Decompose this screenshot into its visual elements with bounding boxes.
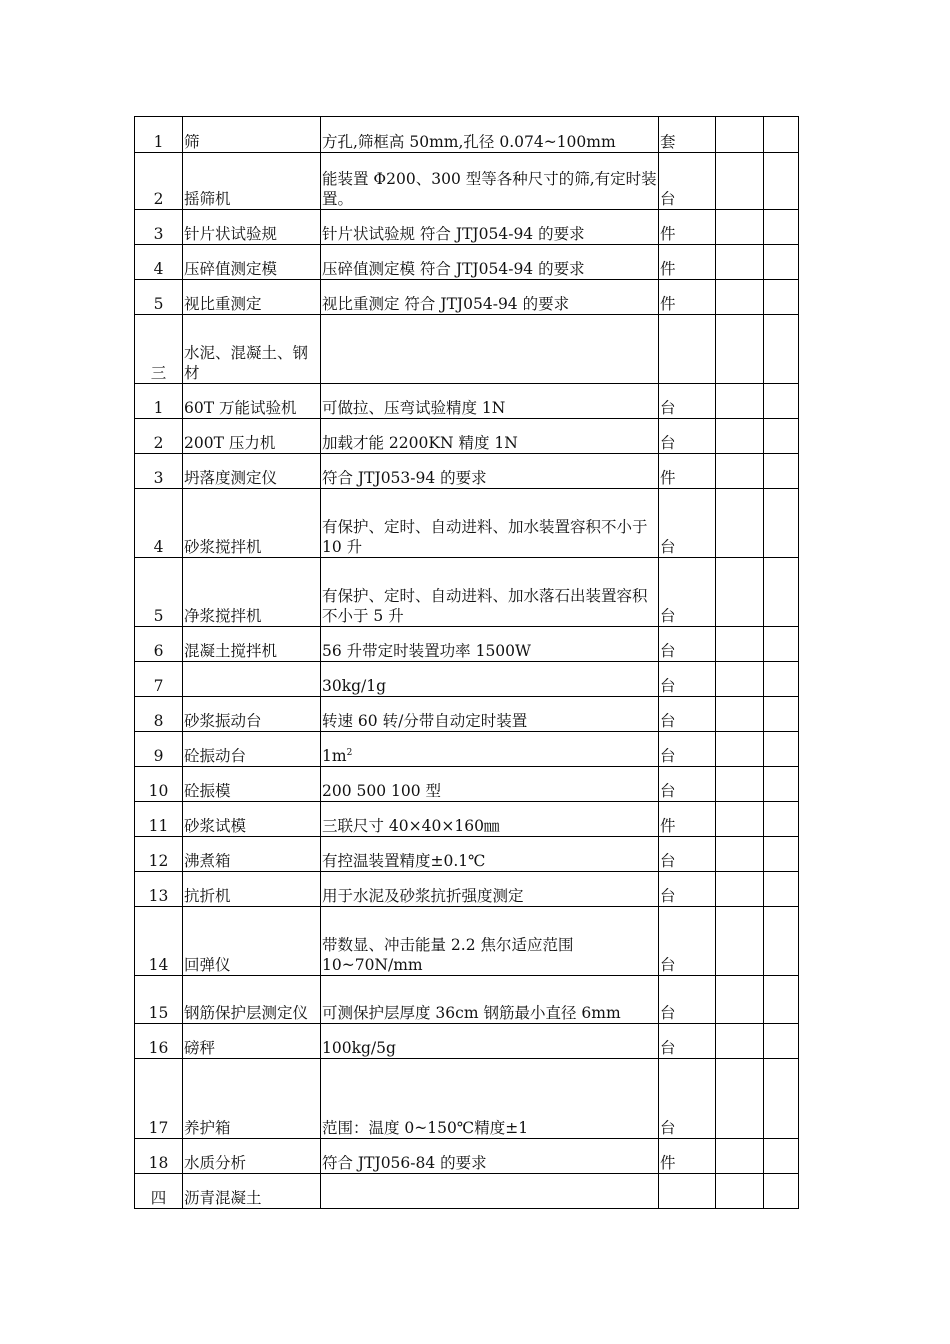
remark-cell bbox=[764, 627, 799, 662]
item-unit: 件 bbox=[659, 245, 716, 280]
item-name: 养护箱 bbox=[183, 1059, 321, 1139]
remark-cell bbox=[764, 117, 799, 153]
row-number: 2 bbox=[135, 419, 183, 454]
item-name: 砼振模 bbox=[183, 767, 321, 802]
quantity-cell bbox=[716, 280, 764, 315]
item-spec: 范围：温度 0~150℃精度±1 bbox=[321, 1059, 659, 1139]
quantity-cell bbox=[716, 489, 764, 558]
remark-cell bbox=[764, 153, 799, 210]
remark-cell bbox=[764, 1059, 799, 1139]
item-spec: 有保护、定时、自动进料、加水落石出装置容积不小于 5 升 bbox=[321, 558, 659, 627]
table-row bbox=[135, 280, 799, 315]
quantity-cell bbox=[716, 697, 764, 732]
table-row bbox=[135, 837, 799, 872]
quantity-cell bbox=[716, 837, 764, 872]
table-row bbox=[135, 558, 799, 627]
remark-cell bbox=[764, 837, 799, 872]
item-spec: 有保护、定时、自动进料、加水装置容积不小于 10 升 bbox=[321, 489, 659, 558]
table-row bbox=[135, 1139, 799, 1174]
item-name: 200T 压力机 bbox=[183, 419, 321, 454]
item-unit: 台 bbox=[659, 384, 716, 419]
quantity-cell bbox=[716, 1174, 764, 1209]
item-unit: 件 bbox=[659, 280, 716, 315]
row-number: 3 bbox=[135, 454, 183, 489]
item-unit: 台 bbox=[659, 976, 716, 1024]
row-number: 14 bbox=[135, 907, 183, 976]
item-spec: 用于水泥及砂浆抗折强度测定 bbox=[321, 872, 659, 907]
item-name: 砂浆试模 bbox=[183, 802, 321, 837]
remark-cell bbox=[764, 454, 799, 489]
table-row bbox=[135, 767, 799, 802]
row-number: 16 bbox=[135, 1024, 183, 1059]
table-row bbox=[135, 419, 799, 454]
remark-cell bbox=[764, 732, 799, 767]
remark-cell bbox=[764, 907, 799, 976]
quantity-cell bbox=[716, 767, 764, 802]
table-row bbox=[135, 117, 799, 153]
item-name: 磅秤 bbox=[183, 1024, 321, 1059]
item-unit: 台 bbox=[659, 732, 716, 767]
table-row bbox=[135, 1024, 799, 1059]
item-name: 砼振动台 bbox=[183, 732, 321, 767]
row-number: 7 bbox=[135, 662, 183, 697]
row-number: 6 bbox=[135, 627, 183, 662]
item-name: 沸煮箱 bbox=[183, 837, 321, 872]
spec-value: 1m bbox=[322, 747, 347, 765]
quantity-cell bbox=[716, 872, 764, 907]
item-name: 视比重测定 bbox=[183, 280, 321, 315]
remark-cell bbox=[764, 662, 799, 697]
item-name: 回弹仪 bbox=[183, 907, 321, 976]
item-unit bbox=[659, 1174, 716, 1209]
row-number: 4 bbox=[135, 245, 183, 280]
item-name: 摇筛机 bbox=[183, 153, 321, 210]
item-spec: 符合 JTJ056-84 的要求 bbox=[321, 1139, 659, 1174]
row-number: 1 bbox=[135, 117, 183, 153]
item-unit: 台 bbox=[659, 907, 716, 976]
table-row bbox=[135, 697, 799, 732]
item-spec: 100kg/5g bbox=[321, 1024, 659, 1059]
item-spec: 符合 JTJ053-94 的要求 bbox=[321, 454, 659, 489]
quantity-cell bbox=[716, 802, 764, 837]
table-row bbox=[135, 1059, 799, 1139]
remark-cell bbox=[764, 419, 799, 454]
item-spec: 可做拉、压弯试验精度 1N bbox=[321, 384, 659, 419]
remark-cell bbox=[764, 384, 799, 419]
table-row bbox=[135, 245, 799, 280]
item-unit: 台 bbox=[659, 558, 716, 627]
spec-superscript: 2 bbox=[346, 747, 353, 758]
table-row bbox=[135, 872, 799, 907]
remark-cell bbox=[764, 558, 799, 627]
item-name: 砂浆搅拌机 bbox=[183, 489, 321, 558]
row-number: 15 bbox=[135, 976, 183, 1024]
row-number: 8 bbox=[135, 697, 183, 732]
item-unit: 台 bbox=[659, 662, 716, 697]
item-spec: 有控温装置精度±0.1℃ bbox=[321, 837, 659, 872]
item-name: 坍落度测定仪 bbox=[183, 454, 321, 489]
item-name: 压碎值测定模 bbox=[183, 245, 321, 280]
item-unit: 件 bbox=[659, 1139, 716, 1174]
item-spec bbox=[321, 1174, 659, 1209]
row-number: 11 bbox=[135, 802, 183, 837]
item-name bbox=[183, 662, 321, 697]
row-number: 18 bbox=[135, 1139, 183, 1174]
remark-cell bbox=[764, 245, 799, 280]
remark-cell bbox=[764, 976, 799, 1024]
item-unit: 套 bbox=[659, 117, 716, 153]
item-unit: 台 bbox=[659, 1024, 716, 1059]
item-spec: 加载才能 2200KN 精度 1N bbox=[321, 419, 659, 454]
quantity-cell bbox=[716, 907, 764, 976]
table-row bbox=[135, 210, 799, 245]
remark-cell bbox=[764, 872, 799, 907]
table-row bbox=[135, 153, 799, 210]
table-row bbox=[135, 907, 799, 976]
item-name: 水质分析 bbox=[183, 1139, 321, 1174]
table-row bbox=[135, 976, 799, 1024]
remark-cell bbox=[764, 1139, 799, 1174]
quantity-cell bbox=[716, 976, 764, 1024]
item-name: 60T 万能试验机 bbox=[183, 384, 321, 419]
remark-cell bbox=[764, 489, 799, 558]
remark-cell bbox=[764, 315, 799, 384]
remark-cell bbox=[764, 280, 799, 315]
section-title: 沥青混凝土 bbox=[183, 1174, 321, 1209]
remark-cell bbox=[764, 802, 799, 837]
item-spec: 可测保护层厚度 36cm 钢筋最小直径 6mm bbox=[321, 976, 659, 1024]
table-row bbox=[135, 454, 799, 489]
item-unit: 台 bbox=[659, 489, 716, 558]
item-unit: 件 bbox=[659, 210, 716, 245]
item-spec: 视比重测定 符合 JTJ054-94 的要求 bbox=[321, 280, 659, 315]
remark-cell bbox=[764, 1024, 799, 1059]
quantity-cell bbox=[716, 454, 764, 489]
item-unit: 台 bbox=[659, 153, 716, 210]
item-spec: 压碎值测定模 符合 JTJ054-94 的要求 bbox=[321, 245, 659, 280]
item-spec: 200 500 100 型 bbox=[321, 767, 659, 802]
section-row bbox=[135, 315, 799, 384]
table-row bbox=[135, 802, 799, 837]
item-spec: 56 升带定时装置功率 1500W bbox=[321, 627, 659, 662]
quantity-cell bbox=[716, 419, 764, 454]
row-number: 17 bbox=[135, 1059, 183, 1139]
item-name: 净浆搅拌机 bbox=[183, 558, 321, 627]
section-row bbox=[135, 1174, 799, 1209]
item-name: 砂浆振动台 bbox=[183, 697, 321, 732]
row-number: 10 bbox=[135, 767, 183, 802]
quantity-cell bbox=[716, 117, 764, 153]
row-number: 12 bbox=[135, 837, 183, 872]
quantity-cell bbox=[716, 1059, 764, 1139]
item-spec: 针片状试验规 符合 JTJ054-94 的要求 bbox=[321, 210, 659, 245]
quantity-cell bbox=[716, 662, 764, 697]
item-spec: 带数显、冲击能量 2.2 焦尔适应范围 10~70N/mm bbox=[321, 907, 659, 976]
table-row bbox=[135, 627, 799, 662]
item-unit: 件 bbox=[659, 454, 716, 489]
row-number: 9 bbox=[135, 732, 183, 767]
quantity-cell bbox=[716, 245, 764, 280]
row-number: 3 bbox=[135, 210, 183, 245]
item-name: 混凝土搅拌机 bbox=[183, 627, 321, 662]
item-name: 筛 bbox=[183, 117, 321, 153]
quantity-cell bbox=[716, 210, 764, 245]
quantity-cell bbox=[716, 1024, 764, 1059]
quantity-cell bbox=[716, 153, 764, 210]
item-name: 针片状试验规 bbox=[183, 210, 321, 245]
item-unit: 台 bbox=[659, 872, 716, 907]
quantity-cell bbox=[716, 558, 764, 627]
table-row bbox=[135, 732, 799, 767]
remark-cell bbox=[764, 767, 799, 802]
item-unit: 台 bbox=[659, 837, 716, 872]
row-number: 4 bbox=[135, 489, 183, 558]
section-number: 三 bbox=[135, 315, 183, 384]
remark-cell bbox=[764, 210, 799, 245]
row-number: 5 bbox=[135, 280, 183, 315]
item-unit bbox=[659, 315, 716, 384]
table-row bbox=[135, 662, 799, 697]
item-name: 抗折机 bbox=[183, 872, 321, 907]
item-spec: 三联尺寸 40×40×160㎜ bbox=[321, 802, 659, 837]
item-unit: 件 bbox=[659, 802, 716, 837]
equipment-table bbox=[134, 116, 799, 1209]
quantity-cell bbox=[716, 384, 764, 419]
table-row bbox=[135, 384, 799, 419]
section-number: 四 bbox=[135, 1174, 183, 1209]
item-unit: 台 bbox=[659, 697, 716, 732]
item-spec: 能装置 Φ200、300 型等各种尺寸的筛,有定时装置。 bbox=[321, 153, 659, 210]
item-unit: 台 bbox=[659, 419, 716, 454]
item-spec: 30kg/1g bbox=[321, 662, 659, 697]
item-unit: 台 bbox=[659, 767, 716, 802]
quantity-cell bbox=[716, 732, 764, 767]
item-unit: 台 bbox=[659, 627, 716, 662]
remark-cell bbox=[764, 697, 799, 732]
item-name: 钢筋保护层测定仪 bbox=[183, 976, 321, 1024]
section-title: 水泥、混凝土、钢材 bbox=[183, 315, 321, 384]
remark-cell bbox=[764, 1174, 799, 1209]
item-spec bbox=[321, 732, 659, 767]
table-row bbox=[135, 489, 799, 558]
row-number: 13 bbox=[135, 872, 183, 907]
item-spec: 转速 60 转/分带自动定时装置 bbox=[321, 697, 659, 732]
row-number: 5 bbox=[135, 558, 183, 627]
item-unit: 台 bbox=[659, 1059, 716, 1139]
row-number: 1 bbox=[135, 384, 183, 419]
quantity-cell bbox=[716, 1139, 764, 1174]
row-number: 2 bbox=[135, 153, 183, 210]
quantity-cell bbox=[716, 627, 764, 662]
item-spec: 方孔,筛框高 50mm,孔径 0.074~100mm bbox=[321, 117, 659, 153]
quantity-cell bbox=[716, 315, 764, 384]
item-spec bbox=[321, 315, 659, 384]
